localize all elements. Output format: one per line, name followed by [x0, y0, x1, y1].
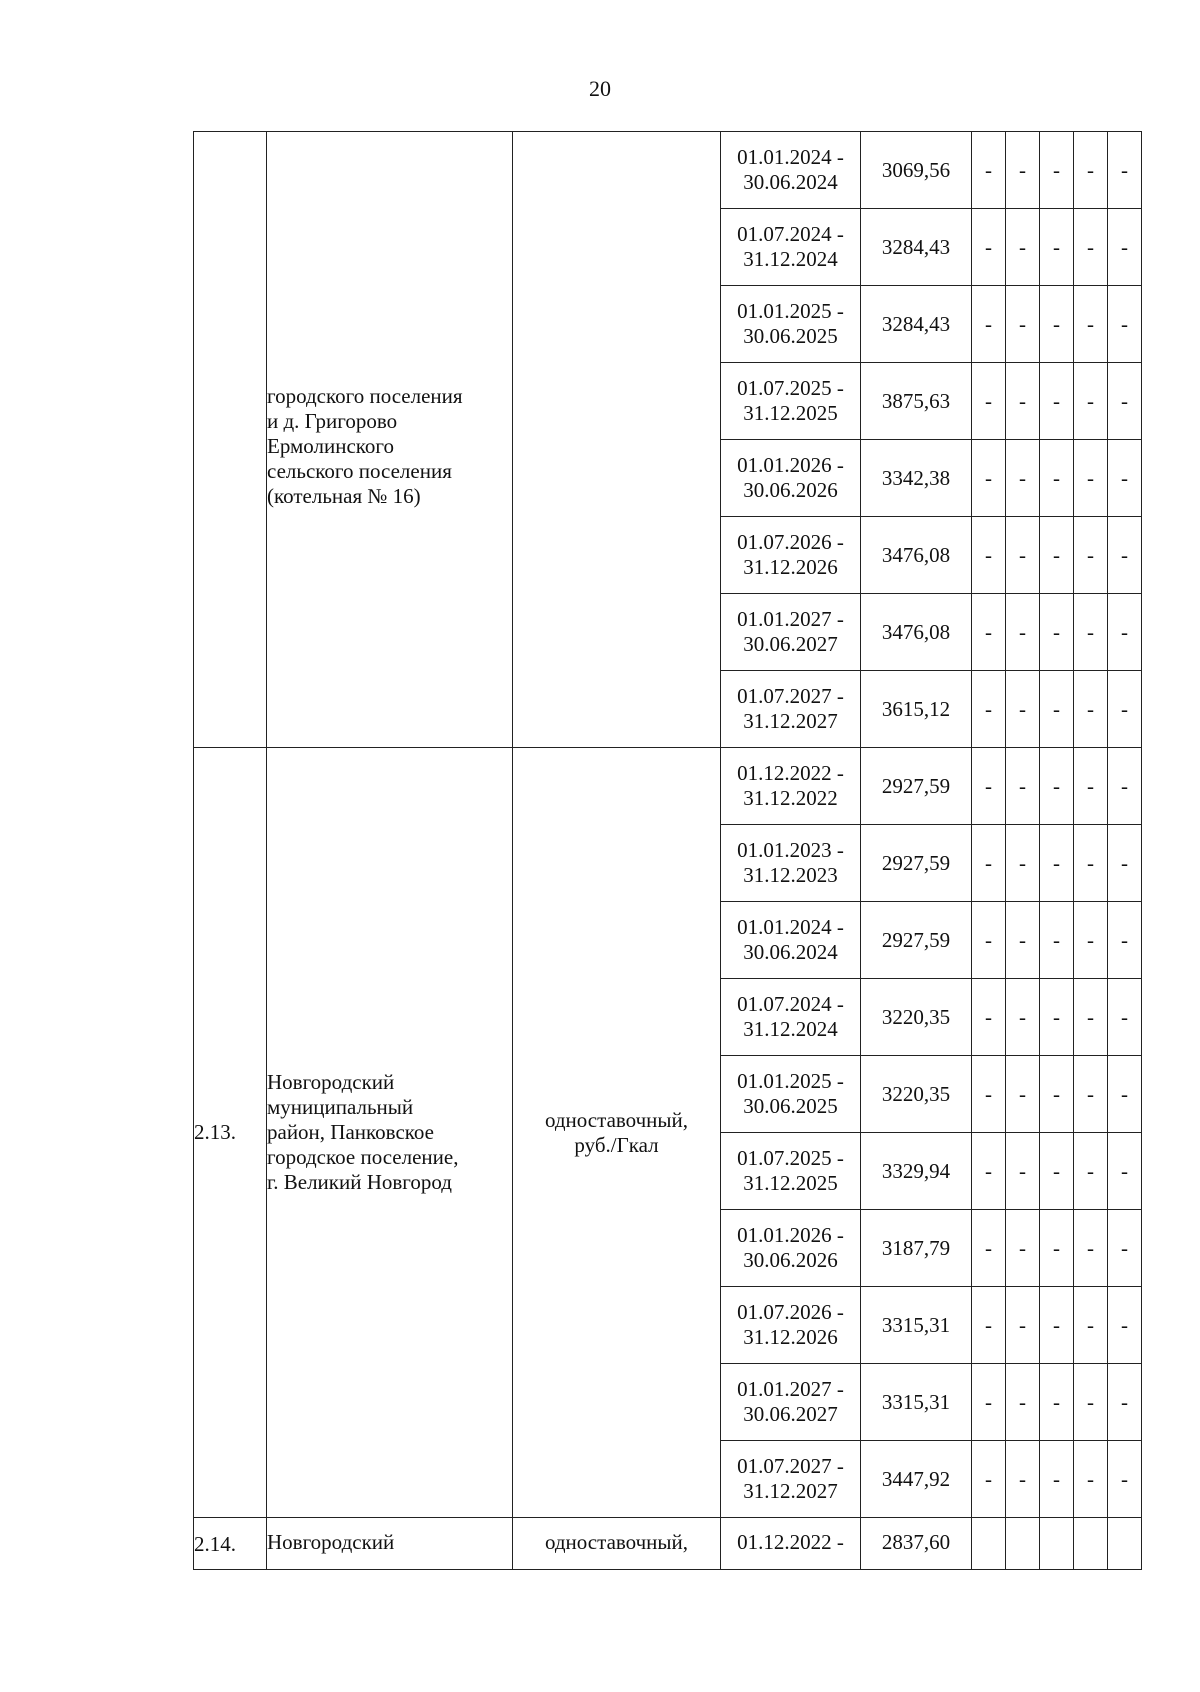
period-cell: [721, 1056, 861, 1133]
dash-cell: [1074, 1518, 1108, 1570]
period-from: 01.01.2027 -: [737, 607, 844, 631]
period-from: 01.07.2024 -: [737, 222, 844, 246]
tariff-type-line: руб./Гкал: [574, 1132, 659, 1157]
tariff-table: [193, 131, 1142, 1570]
territory-name-line: муниципальный: [267, 1095, 414, 1119]
dash-cell: -: [1074, 825, 1108, 902]
period-from: 01.01.2025 -: [737, 1069, 844, 1093]
dash-cell: -: [1040, 517, 1074, 594]
dash-cell: [1108, 1518, 1142, 1570]
period-cell: [721, 594, 861, 671]
dash-cell: -: [1074, 1210, 1108, 1287]
tariff-value: 3069,56: [861, 132, 972, 209]
period-cell: [721, 440, 861, 517]
dash-cell: -: [1006, 517, 1040, 594]
period-to: 31.12.2026: [743, 555, 838, 579]
period-cell: [721, 825, 861, 902]
dash-cell: -: [1074, 1287, 1108, 1364]
territory-name-line: и д. Григорово: [267, 409, 398, 433]
period-from: 01.07.2027 -: [737, 1454, 844, 1478]
period-cell: [721, 979, 861, 1056]
dash-cell: -: [972, 1287, 1006, 1364]
dash-cell: -: [972, 671, 1006, 748]
tariff-value: 2927,59: [861, 902, 972, 979]
period-to: 31.12.2025: [743, 401, 838, 425]
dash-cell: -: [1040, 1056, 1074, 1133]
dash-cell: -: [1040, 1441, 1074, 1518]
dash-cell: -: [1074, 517, 1108, 594]
dash-cell: -: [1108, 1056, 1142, 1133]
period-cell: [721, 902, 861, 979]
period-from: 01.07.2027 -: [737, 684, 844, 708]
dash-cell: -: [1040, 132, 1074, 209]
dash-cell: -: [1006, 748, 1040, 825]
period-cell: [721, 132, 861, 209]
dash-cell: -: [1006, 1133, 1040, 1210]
dash-cell: -: [1074, 594, 1108, 671]
dash-cell: -: [1108, 825, 1142, 902]
dash-cell: -: [1074, 363, 1108, 440]
dash-cell: -: [1074, 286, 1108, 363]
period-from: 01.01.2023 -: [737, 838, 844, 862]
dash-cell: -: [1040, 1287, 1074, 1364]
territory-name: [267, 132, 513, 748]
period-to: 31.12.2027: [743, 709, 838, 733]
tariff-value: 3315,31: [861, 1364, 972, 1441]
dash-cell: -: [1108, 1210, 1142, 1287]
dash-cell: -: [972, 1364, 1006, 1441]
period-to: 30.06.2026: [743, 478, 838, 502]
period-to: 31.12.2025: [743, 1171, 838, 1195]
tariff-type: [513, 748, 721, 1518]
dash-cell: -: [972, 594, 1006, 671]
dash-cell: -: [1040, 748, 1074, 825]
tariff-value: 3220,35: [861, 1056, 972, 1133]
tariff-value: 3329,94: [861, 1133, 972, 1210]
dash-cell: -: [1040, 979, 1074, 1056]
dash-cell: -: [1040, 902, 1074, 979]
period-from: 01.01.2027 -: [737, 1377, 844, 1401]
period-from: 01.01.2024 -: [737, 145, 844, 169]
period-to: 30.06.2024: [743, 940, 838, 964]
period-cell: [721, 671, 861, 748]
period-to: 30.06.2025: [743, 1094, 838, 1118]
section-number: 2.13.: [194, 748, 267, 1518]
tariff-value: 3476,08: [861, 517, 972, 594]
period-to: 31.12.2024: [743, 247, 838, 271]
period-to: 30.06.2027: [743, 632, 838, 656]
dash-cell: -: [1006, 979, 1040, 1056]
period-cell: [721, 1518, 861, 1570]
dash-cell: -: [1006, 363, 1040, 440]
territory-name-line: городское поселение,: [267, 1145, 459, 1169]
dash-cell: -: [1040, 209, 1074, 286]
territory-name-line: Новгородский: [267, 1530, 395, 1554]
period-cell: [721, 363, 861, 440]
period-from: 01.12.2022 -: [737, 1530, 844, 1554]
dash-cell: -: [1074, 979, 1108, 1056]
dash-cell: -: [1006, 1287, 1040, 1364]
table-row: [194, 1518, 1142, 1570]
territory-name-line: (котельная № 16): [267, 484, 421, 508]
dash-cell: -: [1108, 209, 1142, 286]
period-to: 30.06.2024: [743, 170, 838, 194]
section-number: [194, 132, 267, 748]
dash-cell: -: [1006, 1364, 1040, 1441]
tariff-type: [513, 1518, 721, 1570]
dash-cell: -: [1108, 1441, 1142, 1518]
dash-cell: -: [1006, 209, 1040, 286]
tariff-value: 3187,79: [861, 1210, 972, 1287]
territory-name-line: район, Панковское: [267, 1120, 434, 1144]
dash-cell: -: [1074, 671, 1108, 748]
dash-cell: -: [1108, 748, 1142, 825]
period-from: 01.07.2026 -: [737, 530, 844, 554]
dash-cell: -: [1074, 1441, 1108, 1518]
dash-cell: -: [1074, 1056, 1108, 1133]
territory-name-line: городского поселения: [267, 384, 463, 408]
period-to: 30.06.2027: [743, 1402, 838, 1426]
tariff-value: 3342,38: [861, 440, 972, 517]
dash-cell: -: [972, 209, 1006, 286]
period-to: 31.12.2024: [743, 1017, 838, 1041]
dash-cell: -: [1074, 902, 1108, 979]
dash-cell: -: [1040, 440, 1074, 517]
period-cell: [721, 1287, 861, 1364]
period-cell: [721, 1210, 861, 1287]
dash-cell: [1006, 1518, 1040, 1570]
dash-cell: -: [1006, 132, 1040, 209]
dash-cell: -: [1108, 1287, 1142, 1364]
dash-cell: -: [972, 517, 1006, 594]
dash-cell: -: [972, 440, 1006, 517]
dash-cell: -: [1074, 440, 1108, 517]
dash-cell: -: [972, 286, 1006, 363]
dash-cell: -: [1108, 902, 1142, 979]
dash-cell: -: [972, 1441, 1006, 1518]
table-row: [194, 748, 1142, 825]
page-number: 20: [589, 76, 611, 101]
dash-cell: -: [1108, 132, 1142, 209]
period-from: 01.01.2025 -: [737, 299, 844, 323]
dash-cell: -: [972, 1056, 1006, 1133]
dash-cell: -: [1006, 1056, 1040, 1133]
dash-cell: -: [1006, 286, 1040, 363]
dash-cell: -: [972, 748, 1006, 825]
period-to: 31.12.2027: [743, 1479, 838, 1503]
territory-name: [267, 1518, 513, 1570]
period-to: 31.12.2023: [743, 863, 838, 887]
period-cell: [721, 1441, 861, 1518]
dash-cell: -: [1006, 1210, 1040, 1287]
tariff-value: 2927,59: [861, 748, 972, 825]
table-row: [194, 132, 1142, 209]
tariff-value: 3476,08: [861, 594, 972, 671]
dash-cell: -: [1074, 1364, 1108, 1441]
dash-cell: [972, 1518, 1006, 1570]
period-from: 01.07.2025 -: [737, 376, 844, 400]
dash-cell: -: [972, 1210, 1006, 1287]
period-cell: [721, 1133, 861, 1210]
period-cell: [721, 748, 861, 825]
period-to: 30.06.2026: [743, 1248, 838, 1272]
tariff-value: 2927,59: [861, 825, 972, 902]
section-number: 2.14.: [194, 1518, 267, 1570]
dash-cell: -: [1006, 902, 1040, 979]
period-to: 31.12.2026: [743, 1325, 838, 1349]
dash-cell: -: [972, 902, 1006, 979]
dash-cell: -: [1040, 1210, 1074, 1287]
tariff-value: 3875,63: [861, 363, 972, 440]
dash-cell: -: [1006, 825, 1040, 902]
period-from: 01.07.2025 -: [737, 1146, 844, 1170]
period-from: 01.01.2026 -: [737, 453, 844, 477]
dash-cell: -: [1006, 440, 1040, 517]
tariff-type: [513, 132, 721, 748]
dash-cell: -: [1108, 594, 1142, 671]
tariff-value: 3284,43: [861, 209, 972, 286]
dash-cell: -: [1006, 1441, 1040, 1518]
territory-name: [267, 748, 513, 1518]
dash-cell: -: [1108, 286, 1142, 363]
dash-cell: -: [1108, 517, 1142, 594]
dash-cell: -: [972, 1133, 1006, 1210]
territory-name-line: сельского поселения: [267, 459, 452, 483]
dash-cell: -: [1006, 594, 1040, 671]
dash-cell: -: [1040, 1133, 1074, 1210]
dash-cell: -: [1040, 1364, 1074, 1441]
period-from: 01.01.2026 -: [737, 1223, 844, 1247]
period-from: 01.12.2022 -: [737, 761, 844, 785]
dash-cell: -: [1040, 825, 1074, 902]
period-from: 01.07.2024 -: [737, 992, 844, 1016]
dash-cell: -: [972, 979, 1006, 1056]
period-cell: [721, 1364, 861, 1441]
tariff-value: 3220,35: [861, 979, 972, 1056]
period-from: 01.01.2024 -: [737, 915, 844, 939]
dash-cell: -: [1040, 286, 1074, 363]
territory-name-line: Новгородский: [267, 1070, 395, 1094]
dash-cell: -: [1074, 209, 1108, 286]
tariff-value: 3315,31: [861, 1287, 972, 1364]
dash-cell: -: [1108, 1133, 1142, 1210]
period-to: 31.12.2022: [743, 786, 838, 810]
tariff-type-line: одноставочный,: [544, 1107, 689, 1132]
table-body: [194, 132, 1142, 1570]
dash-cell: -: [1040, 594, 1074, 671]
dash-cell: -: [1108, 979, 1142, 1056]
dash-cell: -: [1074, 748, 1108, 825]
dash-cell: -: [1074, 1133, 1108, 1210]
tariff-value: 3615,12: [861, 671, 972, 748]
territory-name-line: Ермолинского: [267, 434, 395, 458]
tariff-value: 2837,60: [861, 1518, 972, 1570]
tariff-type-line: одноставочный,: [544, 1530, 689, 1554]
tariff-value: 3447,92: [861, 1441, 972, 1518]
dash-cell: -: [972, 825, 1006, 902]
tariff-value: 3284,43: [861, 286, 972, 363]
dash-cell: -: [1040, 671, 1074, 748]
territory-name-line: г. Великий Новгород: [267, 1170, 452, 1194]
dash-cell: -: [1108, 363, 1142, 440]
period-cell: [721, 286, 861, 363]
dash-cell: -: [1108, 440, 1142, 517]
dash-cell: -: [972, 363, 1006, 440]
period-cell: [721, 517, 861, 594]
period-to: 30.06.2025: [743, 324, 838, 348]
dash-cell: -: [1108, 1364, 1142, 1441]
dash-cell: -: [972, 132, 1006, 209]
dash-cell: -: [1006, 671, 1040, 748]
dash-cell: -: [1108, 671, 1142, 748]
dash-cell: [1040, 1518, 1074, 1570]
dash-cell: -: [1074, 132, 1108, 209]
dash-cell: -: [1040, 363, 1074, 440]
period-cell: [721, 209, 861, 286]
period-from: 01.07.2026 -: [737, 1300, 844, 1324]
